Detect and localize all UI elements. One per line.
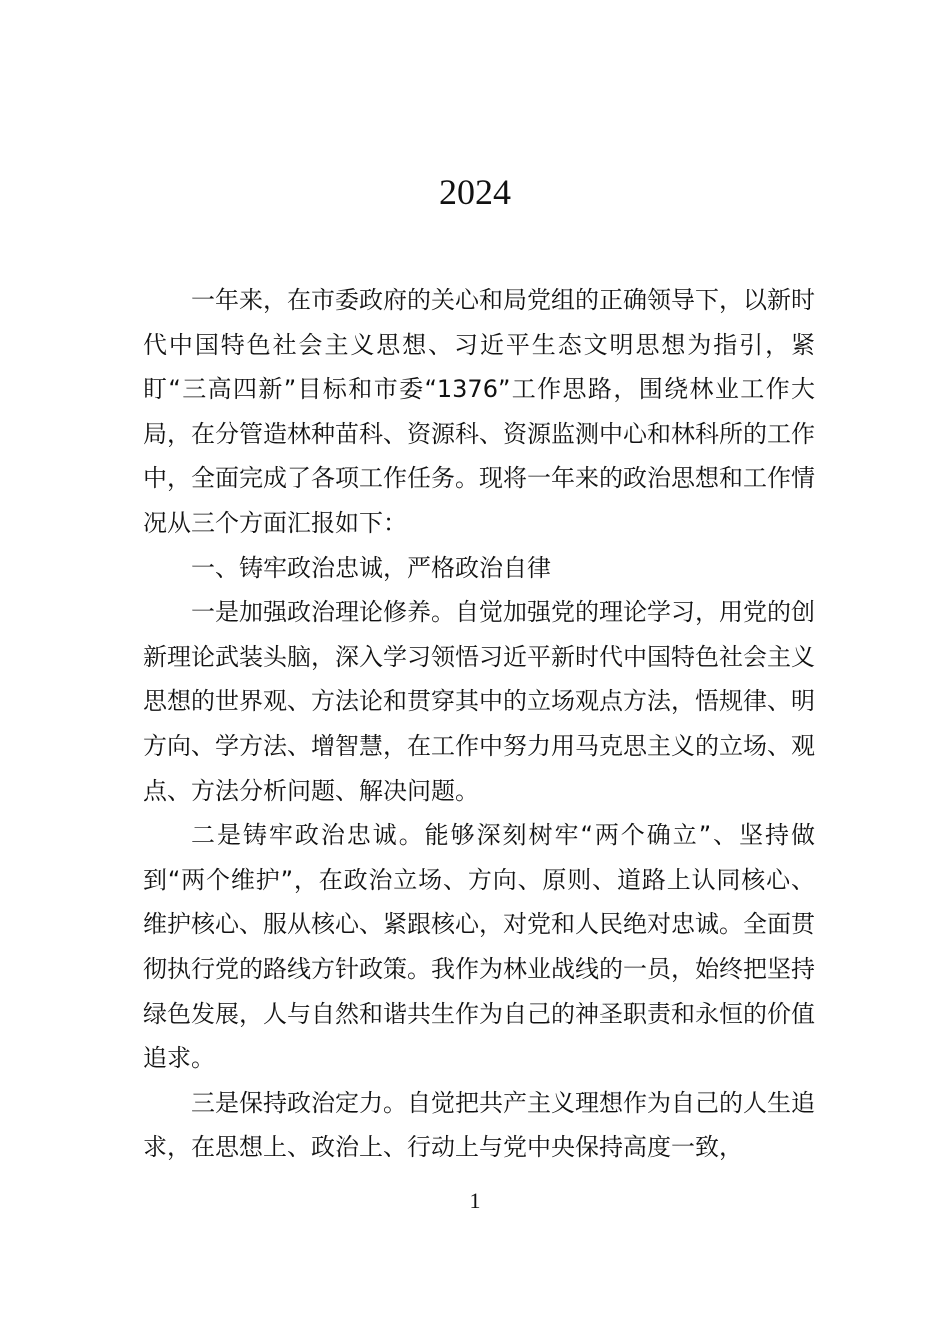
paragraph-1: 一是加强政治理论修养。自觉加强党的理论学习，用党的创新理论武装头脑，深入学习领悟习近平新时代中国特色社会主义思想的世界观、方法论和贯穿其中的立场观点方法，悟规律、明方向、学方法、增智慧，在工作中努力用马克思主义的立场、观点、方法分析问题、解决问题。 <box>143 598 815 805</box>
paragraph-3: 三是保持政治定力。自觉把共产主义理想作为自己的人生追求，在思想上、政治上、行动上与党中央保持高度一致， <box>143 1088 815 1162</box>
paragraph-2: 二是铸牢政治忠诚。能够深刻树牢“两个确立”、坚持做到“两个维护”，在政治立场、方向、原则、道路上认同核心、维护核心、服从核心、紧跟核心，对党和人民绝对忠诚。全面贯彻执行党的路线方针政策。我作为林业战线的一员，始终把坚持绿色发展，人与自然和谐共生作为自己的神圣职责和永恒的价值追求。 <box>143 821 815 1073</box>
page-number: 1 <box>469 1188 481 1213</box>
intro-paragraph: 一年来，在市委政府的关心和局党组的正确领导下，以新时代中国特色社会主义思想、习近平生态文明思想为指引，紧盯“三高四新”目标和市委“1376”工作思路，围绕林业工作大局，在分管造林种苗科、资源科、资源监测中心和林科所的工作中，全面完成了各项工作任务。现将一年来的政治思想和工作情况从三个方面汇报如下： <box>143 286 815 537</box>
document-body <box>143 278 815 1170</box>
document-title: 2024 <box>439 172 511 212</box>
section-heading-1: 一、铸牢政治忠诚，严格政治自律 <box>191 553 551 582</box>
